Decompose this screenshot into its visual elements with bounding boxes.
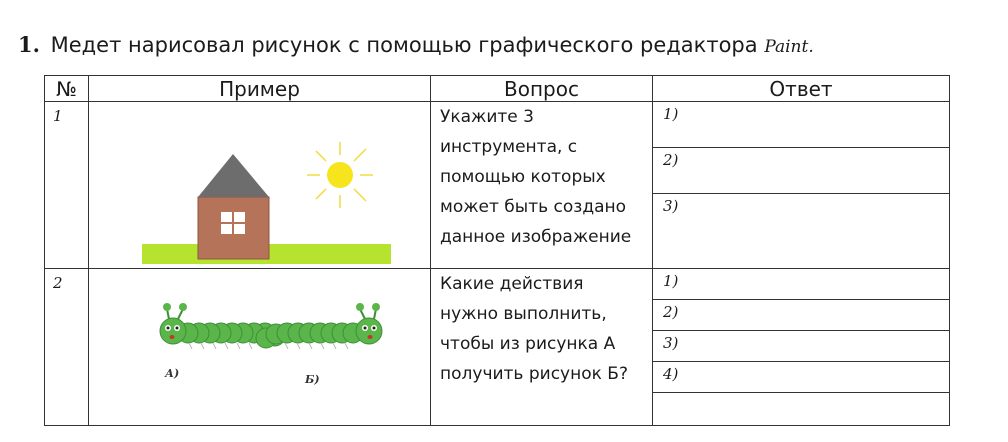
sun-icon — [307, 142, 373, 208]
header-question: Вопрос — [431, 76, 653, 102]
answer-field[interactable] — [653, 331, 949, 362]
task-table — [44, 75, 950, 426]
answer-label: 2) — [663, 303, 679, 321]
question-line: инструмента, с — [440, 137, 578, 157]
answer-field[interactable] — [653, 148, 949, 194]
question-line: Укажите 3 — [440, 107, 534, 127]
example-cell — [89, 102, 431, 269]
answer-label: 1) — [663, 272, 679, 290]
task-number: 1. — [18, 32, 40, 57]
answer-label: 3) — [663, 197, 679, 215]
header-answer: Ответ — [653, 76, 950, 102]
answer-label: 3) — [663, 334, 679, 352]
caterpillar-drawing — [89, 269, 431, 421]
answer-cell — [653, 269, 950, 426]
task-text: Медет нарисовал рисунок с помощью графического редактора — [50, 33, 758, 57]
header-example: Пример — [89, 76, 431, 102]
answer-field[interactable] — [653, 362, 949, 393]
program-name: Paint. — [764, 37, 814, 57]
answer-label: 4) — [663, 365, 679, 383]
table-row — [45, 269, 950, 426]
question-line: данное изображение — [440, 227, 632, 247]
question-line: может быть создано — [440, 197, 627, 217]
question-cell — [431, 102, 653, 269]
answer-label: 2) — [663, 151, 679, 169]
caption-a: А) — [165, 367, 180, 380]
example-cell — [89, 269, 431, 426]
caterpillar-b — [256, 303, 382, 348]
row-number-cell — [45, 102, 89, 269]
question-line: чтобы из рисунка А — [440, 334, 616, 354]
table-row — [45, 102, 950, 269]
row-number-cell — [45, 269, 89, 426]
row-number: 1 — [53, 107, 63, 125]
table-header-row — [45, 76, 950, 102]
answer-field[interactable] — [653, 269, 949, 300]
answer-field[interactable] — [653, 393, 949, 421]
answer-field[interactable] — [653, 300, 949, 331]
row-number: 2 — [53, 274, 63, 292]
question-cell — [431, 269, 653, 426]
house-window — [221, 212, 245, 234]
house-roof — [198, 154, 269, 197]
house-drawing — [89, 102, 431, 264]
answer-field[interactable] — [653, 194, 949, 264]
answer-label: 1) — [663, 105, 679, 123]
question-line: нужно выполнить, — [440, 304, 607, 324]
question-line: помощью которых — [440, 167, 606, 187]
task-heading — [18, 32, 814, 57]
caption-b: Б) — [305, 373, 320, 386]
answer-cell — [653, 102, 950, 269]
question-line: получить рисунок Б? — [440, 364, 628, 384]
answer-field[interactable] — [653, 102, 949, 148]
question-line: Какие действия — [440, 274, 584, 294]
header-number: № — [45, 76, 89, 102]
